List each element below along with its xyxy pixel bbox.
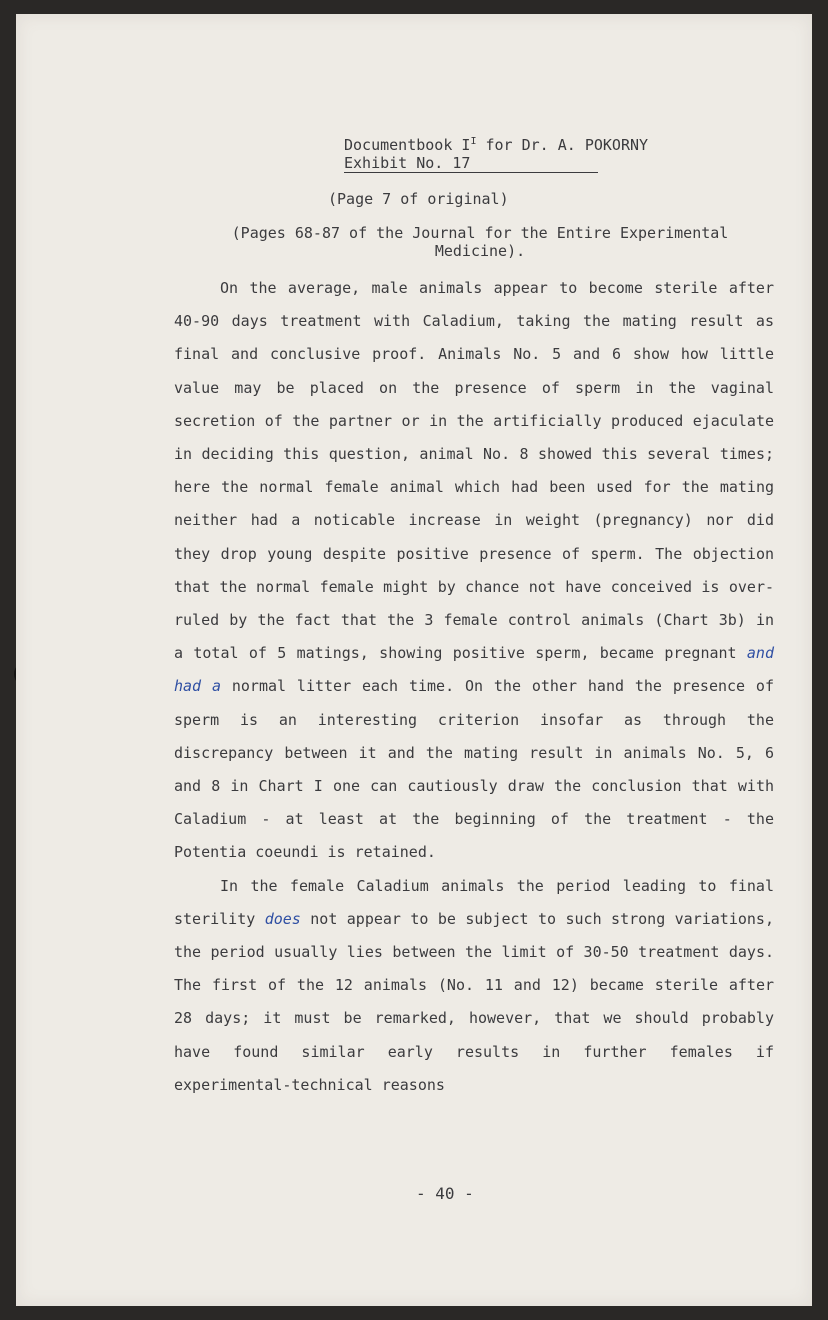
page-reference: (Page 7 of original) bbox=[328, 190, 509, 208]
paragraph-1: On the average, male animals appear to become sterile after 40-90 days treatment with Caladium, taking the mating result as final and conclusive proof. Animals No. 5 and 6 show how little value may be placed on the presence of sperm in the vaginal secretion of the partner or in the artificially produced ejaculate in deciding this question, animal No. 8 showed this several times; here the normal female animal which had been used for the mating neither had a noticable increase in weight (pregnancy) nor did they drop young despite positive presence of sperm. The objection that the normal female might by chance not have conceived is over-ruled by the fact that the 3 female control animals (Chart 3b) in a total of 5 matings, showing positive sperm, became pregnant and had a normal litter each time. On the other hand the presence of sperm is an interesting criterion insofar as through the discrepancy between it and the mating result in animals No. 5, 6 and 8 in Chart I one can cautiously draw the conclusion that with Caladium - at least at the beginning of the treatment - the Potentia coeundi is retained. bbox=[174, 279, 774, 862]
source-citation: (Pages 68-87 of the Journal for the Entire Experimental Medicine). bbox=[231, 224, 729, 260]
body-text bbox=[174, 272, 774, 1102]
paragraph-2: In the female Caladium animals the period leading to final sterility does not appear to be subject to such strong variations, the period usually lies between the limit of 30-50 treatment days. The first of the 12 animals (No. 11 and 12) became sterile after 28 days; it must be remarked, however, that we should probably have found similar early results in further females if experimental-technical reasons bbox=[174, 876, 774, 1094]
exhibit-line: Exhibit No. 17 bbox=[344, 154, 598, 173]
superscript-mark: I bbox=[470, 136, 477, 147]
handwritten-insert: and had a bbox=[174, 644, 774, 696]
page-number: - 40 - bbox=[416, 1184, 474, 1203]
document-header bbox=[344, 136, 704, 173]
document-page bbox=[16, 14, 812, 1306]
handwritten-insert: does bbox=[264, 909, 301, 928]
documentbook-line: Documentbook $I^I$ for Dr. A. POKORNY bbox=[344, 136, 649, 154]
